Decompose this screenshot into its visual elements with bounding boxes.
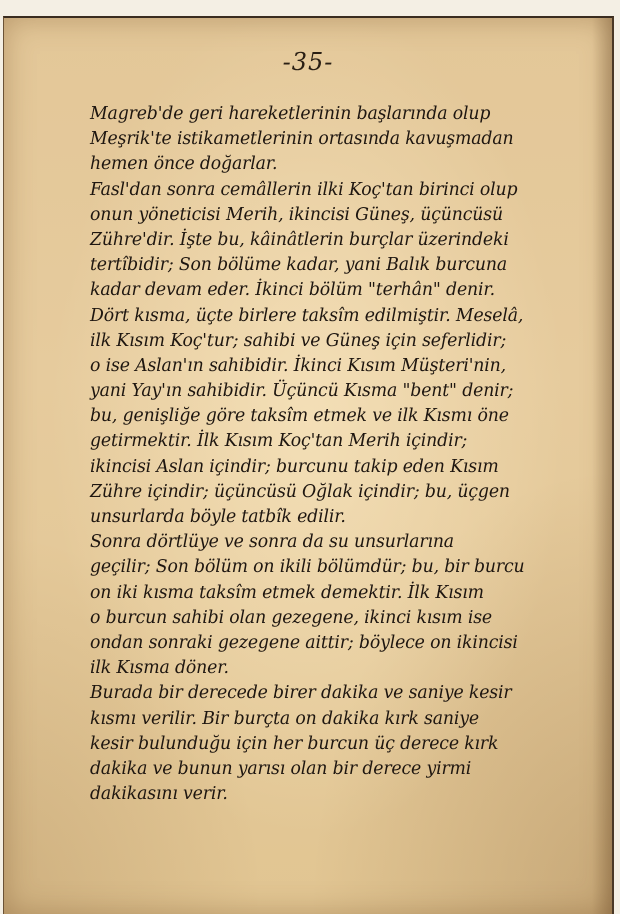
text-line: ilk Kısma döner. <box>90 658 229 679</box>
handwritten-text-block <box>90 102 590 807</box>
text-line: dakikasını verir. <box>90 784 228 805</box>
text-line: Dört kısma, üçte birlere taksîm edilmiştir. Meselâ, <box>90 305 524 326</box>
text-line: Magreb'de geri hareketlerinin başlarında olup <box>90 104 491 124</box>
text-line: tertîbidir; Son bölüme kadar, yani Balık burcuna <box>90 255 507 276</box>
text-line: getirmektir. İlk Kısım Koç'tan Merih içindir; <box>90 431 468 452</box>
text-line: ikincisi Aslan içindir; burcunu takip eden Kısım <box>90 456 499 477</box>
text-line: Fasl'dan sonra cemâllerin ilki Koç'tan birinci olup <box>90 179 518 200</box>
text-line: hemen önce doğarlar. <box>90 154 278 175</box>
page-edge-shadow <box>592 18 612 914</box>
text-line: kadar devam eder. İkinci bölüm "terhân" denir. <box>90 280 495 301</box>
text-line: on iki kısma taksîm etmek demektir. İlk Kısım <box>90 582 484 603</box>
page-number: -35- <box>282 48 334 76</box>
text-line: Zühre içindir; üçüncüsü Oğlak içindir; bu, üçgen <box>90 481 510 502</box>
text-line: onun yöneticisi Merih, ikincisi Güneş, üçüncüsü <box>90 204 503 225</box>
text-line: ondan sonraki gezegene aittir; böylece on ikincisi <box>90 632 518 653</box>
text-line: ilk Kısım Koç'tur; sahibi ve Güneş için seferlidir; <box>90 330 507 351</box>
text-line: Sonra dörtlüye ve sonra da su unsurlarına <box>90 532 454 553</box>
text-line: o ise Aslan'ın sahibidir. İkinci Kısım Müşteri'nin, <box>90 355 506 376</box>
text-line: dakika ve bunun yarısı olan bir derece yirmi <box>90 758 472 779</box>
text-line: bu, genişliğe göre taksîm etmek ve ilk Kısmı öne <box>90 406 509 427</box>
text-line: Meşrik'te istikametlerinin ortasında kavuşmadan <box>90 129 514 150</box>
text-line: geçilir; Son bölüm on ikili bölümdür; bu, bir burcu <box>90 557 525 578</box>
text-line: o burcun sahibi olan gezegene, ikinci kısım ise <box>90 607 493 628</box>
text-line: yani Yay'ın sahibidir. Üçüncü Kısma "bent" denir; <box>90 381 514 402</box>
text-line: unsurlarda böyle tatbîk edilir. <box>90 507 346 527</box>
text-line: kısmı verilir. Bir burçta on dakika kırk saniye <box>90 708 479 729</box>
text-line: Zühre'dir. İşte bu, kâinâtlerin burçlar üzerindeki <box>90 229 509 250</box>
text-line: Burada bir derecede birer dakika ve saniye kesir <box>90 683 512 704</box>
manuscript-page <box>3 16 614 914</box>
text-line: kesir bulunduğu için her burcun üç derece kırk <box>90 733 499 754</box>
